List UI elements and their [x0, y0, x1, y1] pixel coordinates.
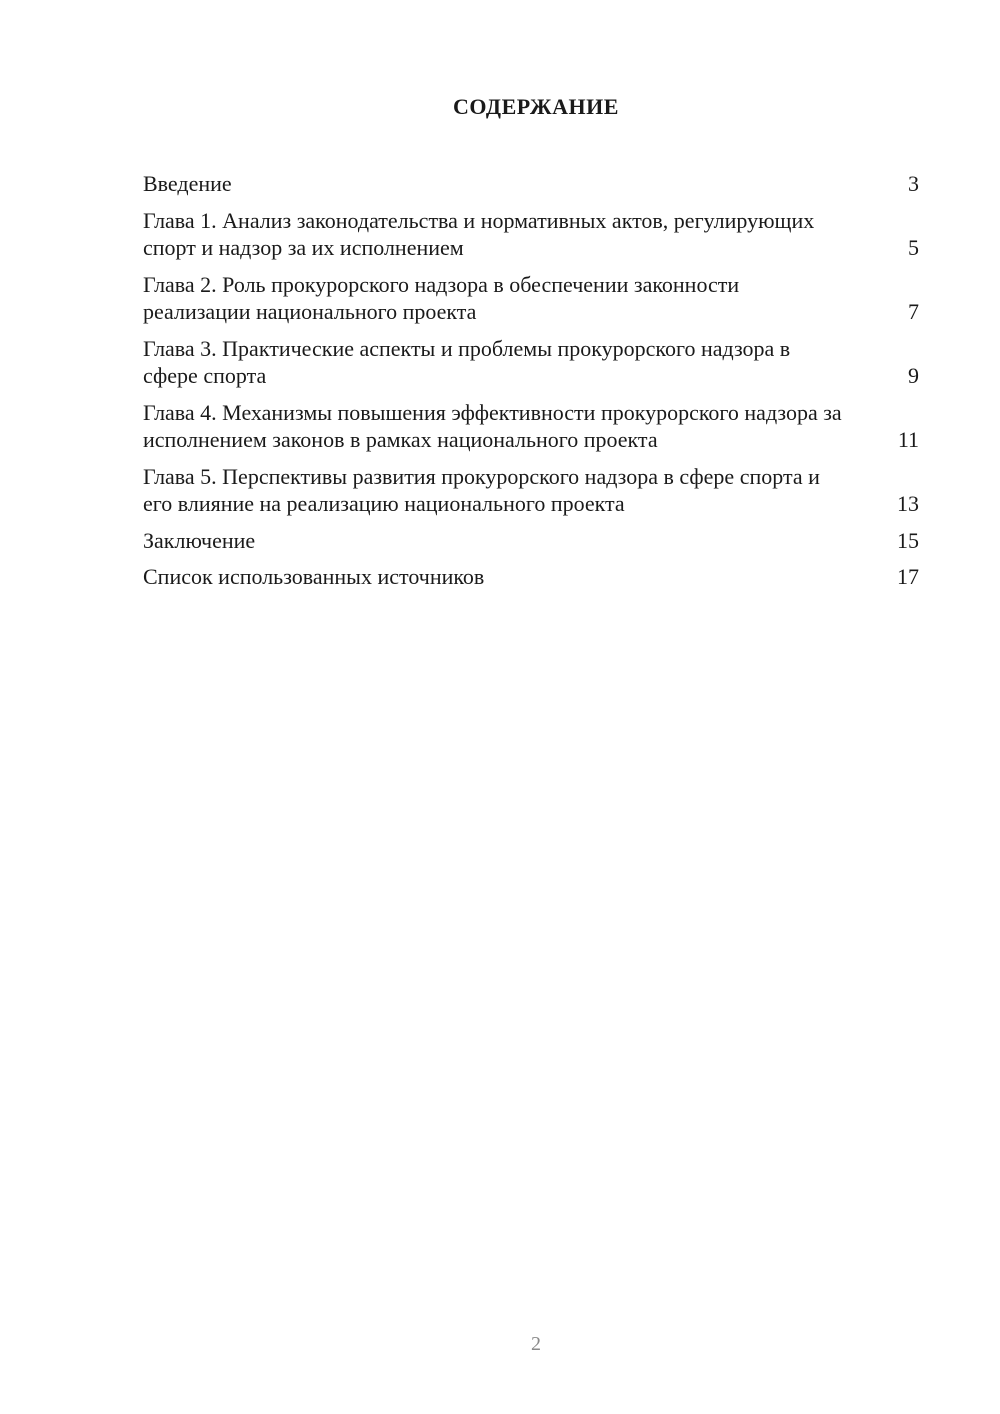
page-number: 2 — [531, 1333, 541, 1355]
toc-entry-text: Глава 3. Практические аспекты и проблемы прокурорского надзора в сфере спорта — [143, 335, 791, 388]
toc-entry-chapter-3 — [143, 335, 919, 390]
toc-entry-page: 15 — [897, 527, 919, 553]
toc-entry-page: 7 — [908, 299, 919, 324]
toc-entry-chapter-4 — [143, 399, 919, 454]
toc-entry-chapter-2 — [143, 271, 919, 326]
page-title: СОДЕРЖАНИЕ — [453, 94, 619, 119]
toc-entry-page: 3 — [908, 171, 919, 196]
toc-entry-page: 9 — [908, 363, 919, 388]
toc-entry-conclusion — [143, 527, 919, 555]
toc-entry-text: Введение — [143, 171, 232, 196]
toc-entry-references — [143, 563, 919, 591]
toc-entry-text: Глава 4. Механизмы повышения эффективности прокурорского надзора за исполнением законов в рамках национального проекта — [143, 399, 842, 452]
toc-entry-page: 11 — [897, 427, 919, 452]
toc-entry-introduction — [143, 170, 919, 198]
table-of-contents — [143, 170, 919, 600]
toc-entry-text: Список использованных источников — [143, 564, 485, 589]
toc-entry-text: Заключение — [143, 527, 256, 553]
toc-entry-page: 13 — [897, 491, 919, 516]
toc-entry-page: 17 — [897, 564, 919, 589]
toc-entry-text: Глава 5. Перспективы развития прокурорского надзора в сфере спорта и его влияние на реализацию национального проекта — [143, 463, 820, 516]
toc-entry-text: Глава 1. Анализ законодательства и нормативных актов, регулирующих спорт и надзор за их исполнением — [143, 207, 815, 260]
toc-entry-text: Глава 2. Роль прокурорского надзора в обеспечении законности реализации национального проекта — [143, 271, 740, 324]
toc-entry-chapter-5 — [143, 463, 919, 518]
toc-entry-chapter-1 — [143, 207, 919, 262]
toc-entry-page: 5 — [908, 235, 919, 260]
